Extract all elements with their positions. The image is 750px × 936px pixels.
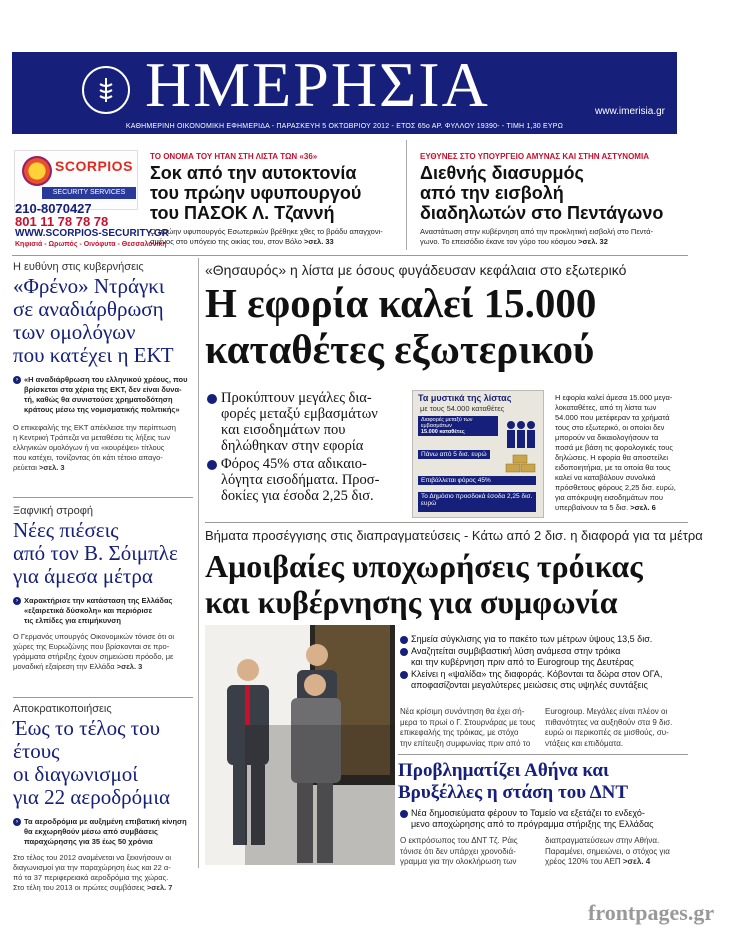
newspaper-seal-icon [82,66,130,114]
left-story-2-text: Ο Γερμανός υπουργός Οικονομικών τόνισε ότι οι χώρες της Ευρωζώνης που βρίσκονται σε προ- γράμματα στήριξης έχουν σημειώσει πρόοδο, με μοναδική εξαίρεση την Ελλάδα >σελ. 3 [13,632,175,671]
left-story-3-kicker: Αποκρατικοποιήσεις [13,703,112,715]
info-row: Επιβάλλεται φόρος 45% [418,476,536,485]
ad-phone-2: 801 11 78 78 78 [15,214,109,229]
left-story-2-headline: Νέες πιέσεις από τον Β. Σόιμπλε για άμεσα μέτρα [13,518,178,588]
third-story-bullet: Νέα δημοσιεύματα φέρουν το Ταμείο να εξετάζει το ενδεχό- μενο αποχώρησης από το πρόγραμμα στήριξης της Ελλάδας [400,808,690,830]
newspaper-title: ΗΜΕΡΗΣΙΑ [145,49,490,120]
left-story-3-text: Στο τέλος του 2012 αναμένεται να ξεκινήσουν οι διαγωνισμοί για την παραχώρηση έως και 22 α- πό τα 37 περιφερειακά αεροδρόμια της χώρας. Στο τέλη του 2013 οι πρώτες συμβάσεις >σελ. 7 [13,853,173,892]
bullet-icon [400,648,408,656]
main-story-side-blurb: Η εφορία καλεί άμεσα 15.000 μεγα- λοκαταθέτες, από τη λίστα των 54.000 που μετέφεραν τα χρήματά τους στο εξωτερικό, οι οποίοι δεν μπορούν να δικαιολογήσουν τα ποσά με βάση τις φορολογικές τους δηλώσεις. Η εφορία θα αποστείλει ειδοποιητήρια, με τα οποία θα τους καλεί να καταβάλουν συνολικά πρόσθετους φόρους 2,25 δισ. ευρώ, για απόκρυψη εισοδημάτων που υπερβαίνουν τα 5 δισ. >σελ. 6 [555,393,676,512]
people-icon [504,418,538,450]
top-story-2-headline: Διεθνής διασυρμός από την εισβολή διαδηλωτών στο Πεντάγωνο [420,163,664,223]
ministers-photo [205,625,395,865]
left-story-3-bullet: › Τα αεροδρόμια με αυξημένη επιβατική κίνηση θα εκχωρηθούν μέσω από συμβάσεις παραχώρησης για 35 έως 50 χρόνια [13,817,193,847]
issue-info-strip: ΚΑΘΗΜΕΡΙΝΗ ΟΙΚΟΝΟΜΙΚΗ ΕΦΗΜΕΡΙΔΑ - ΠΑΡΑΣΚΕΥΗ 5 ΟΚΤΩΒΡΙΟΥ 2012 - ΕΤΟΣ 65ο ΑΡ. ΦΥΛΛΟΥ 19390- - ΤΙΜΗ 1,30 ΕΥΡΩ [12,120,677,134]
top-story-2-kicker: ΕΥΘΥΝΕΣ ΣΤΟ ΥΠΟΥΡΓΕΙΟ ΑΜΥΝΑΣ ΚΑΙ ΣΤΗΝ ΑΣΤΥΝΟΜΙΑ [420,152,649,161]
bullet-icon [207,394,217,404]
top-story-1-headline: Σοκ από την αυτοκτονία του πρώην υφυπουργού του ΠΑΣΟΚ Λ. Τζαννή [150,163,362,223]
third-story-column-1: Ο εκπρόσωπος του ΔΝΤ Τζ. Ράις τόνισε ότι δεν υπάρχει χρονοδιά- γραμμα για την ολοκλήρωση των [400,836,518,866]
info-box-title: Τα μυστικά της λίστας [418,393,512,403]
info-row: Διαφορές μεταξύ των εμβασμάτων 15.000 καταθέτες [418,416,498,436]
left-story-2-kicker: Ξαφνική στροφή [13,505,94,517]
scorpios-logo-icon [22,156,52,186]
website-url: www.imerisia.gr [595,106,666,117]
third-story-headline[interactable]: Προβληματίζει Αθήνα και Βρυξέλλες η στάση του ΔΝΤ [398,760,629,803]
gold-bars-icon [504,452,538,474]
left-story-3-headline: Έως το τέλος του έτους οι διαγωνισμοί για 22 αεροδρόμια [13,716,171,809]
bullet-icon [400,810,408,818]
second-story-kicker: Βήματα προσέγγισης στις διαπραγματεύσεις - Κάτω από 2 δισ. η διαφορά για τα μέτρα [205,528,703,543]
left-story-1-bullet: › «Η αναδιάρθρωση του ελληνικού χρέους, που βρίσκεται στα χέρια της ΕΚΤ, δεν είναι δυνα- τή, καθώς θα συνιστούσε χρηματοδότηση κράτους μέσω της νομισματικής πολιτικής» [13,375,193,415]
top-story-1-kicker: ΤΟ ΟΝΟΜΑ ΤΟΥ ΗΤΑΝ ΣΤΗ ΛΙΣΤΑ ΤΩΝ «36» [150,152,318,161]
ad-website: WWW.SCORPIOS-SECURITY.GR [15,228,169,239]
section-divider [398,754,688,755]
ad-phone-1: 210-8070427 [15,201,92,216]
left-story-2[interactable] [13,505,193,672]
top-story-2[interactable] [420,152,680,247]
bullet-icon: › [13,597,21,605]
second-story-headline[interactable]: Αμοιβαίες υποχωρήσεις τρόικας και κυβέρνησης για συμφωνία [205,548,643,620]
left-story-1-headline: «Φρένο» Ντράγκι σε αναδιάρθρωση των ομολόγων που κατέχει η ΕΚΤ [13,274,174,367]
bullet-icon: › [13,376,21,384]
top-story-1[interactable] [150,152,400,247]
main-story-headline[interactable]: Η εφορία καλεί 15.000 καταθέτες εξωτερικού [205,280,597,372]
left-story-1-kicker: Η ευθύνη στις κυβερνήσεις [13,261,144,273]
left-divider [13,697,193,698]
ad-locations: Κηφισιά - Ωρωπός - Οινόφυτα - Θεσσαλονίκη [15,241,167,248]
left-story-1[interactable] [13,261,193,473]
bullet-icon: › [13,818,21,826]
section-divider [205,522,688,523]
ad-subtitle: SECURITY SERVICES [42,187,136,199]
info-row: Το Δημόσιο προσδοκά έσοδα 2,25 δισ. ευρώ [418,492,536,512]
watermark: frontpages.gr [588,900,715,925]
column-divider [198,258,199,868]
column-divider [406,140,407,250]
third-story-column-2: διαπραγματεύσεων στην Αθήνα. Παραμένει, σημειώνει, ο στόχος για χρέος 120% του ΑΕΠ >σελ. 4 [545,836,670,866]
top-story-2-blurb: Αναστάτωση στην κυβέρνηση από την προκλητική εισβολή στο Πεντά- γωνο. Το επεισόδιο έκανε τον γύρο του κόσμου >σελ. 32 [420,227,654,246]
main-story-kicker: «Θησαυρός» η λίστα με όσους φυγάδευσαν κεφάλαια στο εξωτερικό [205,262,627,278]
left-story-2-bullet: › Χαρακτήρισε την κατάσταση της Ελλάδας «εξαιρετικά δύσκολη» και περιόρισε τις ελπίδες για επιμήκυνση [13,596,193,626]
section-divider [12,255,688,256]
top-story-1-blurb: Ο πρώην υφυπουργός Εσωτερικών βρέθηκε χθες το βράδυ απαγχονι- σμένος στο υπόγειο της οικίας του, στον Βόλο >σελ. 33 [150,227,383,246]
ad-brand: SCORPIOS [55,158,133,174]
info-row: Πάνω από 5 δισ. ευρώ [418,450,490,459]
second-story-column-2: Eurogroup. Μεγάλες είναι πλέον οι πιθανότητες να αυξηθούν στα 9 δισ. ευρώ οι περικοπές σε μισθούς, συ- ντάξεις και επιδόματα. [545,707,673,748]
left-story-1-text: Ο επικεφαλής της ΕΚΤ απέκλεισε την περίπτωση η Κεντρική Τράπεζα να μεταθέσει τις λήξεις των ελληνικών ομολόγων ή να «κουρέψει» τίτλους που κατέχει, τονίζοντας ότι κάτι τέτοιο απαγο- ρεύεται >σελ. 3 [13,423,176,472]
bullet-icon [400,671,408,679]
bullet-icon [207,460,217,470]
bullet-icon [400,636,408,644]
info-box-subtitle: με τους 54.000 καταθέτες [420,404,505,413]
second-story-column-1: Νέα κρίσιμη συνάντηση θα έχει σή- μερα το πρωί ο Γ. Στουρνάρας με τους επικεφαλής της τρόικας, με στόχο την επίτευξη συμφωνίας πριν από το [400,707,536,748]
second-story-bullets: Σημεία σύγκλισης για το πακέτο των μέτρων ύψους 13,5 δισ. Αναζητείται συμβιβαστική λύση ανάμεσα στην τρόικα και την κυβέρνηση πριν από το Eurogroup της Δευτέρας Κλείνει η «ψαλίδα» της διαφοράς. Κόβονται τα δώρα στον ΟΓΑ, αποφασίζονται μεγαλύτερες μειώσεις στις υψηλές συντάξεις [400,634,688,691]
left-divider [13,497,193,498]
left-story-3[interactable] [13,703,193,893]
main-story-bullets: Προκύπτουν μεγάλες δια- φορές μεταξύ εμβασμάτων και εισοδημάτων που δηλώθηκαν στην εφορία Φόρος 45% στα αδικαιο- λόγητα εισοδήματα. Προσ- δοκίες για έσοδα 2,25 δισ. [207,390,407,504]
